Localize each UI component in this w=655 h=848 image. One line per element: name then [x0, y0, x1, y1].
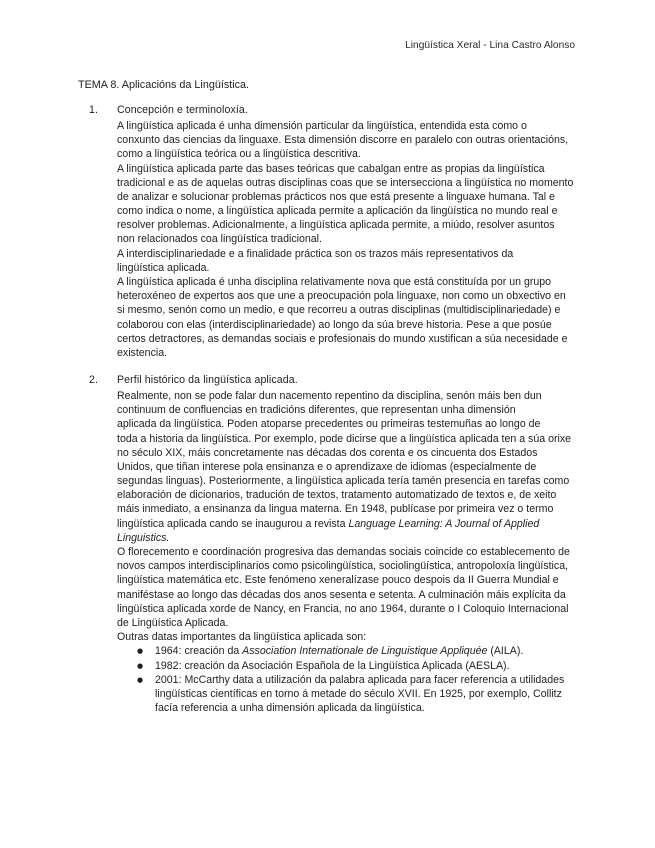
body-line: lingüística aplicada xorde de Nancy, en Francia, no ano 1964, durante o I Coloquio Internacional	[117, 602, 569, 615]
section-number: 1.	[89, 104, 99, 116]
body-line: resolver problemas. Adicionalmente, a lingüística aplicada permite, a miúdo, resolver asuntos	[117, 219, 555, 232]
body-line: novos campos interdisciplinarios como psicolingüística, sociolingüística, antropoloxía lingüística,	[117, 560, 569, 573]
journal-title: Linguistics.	[117, 531, 170, 544]
body-line: existencia.	[117, 346, 168, 359]
list-item	[117, 644, 597, 658]
journal-title: Language Learning: A Journal of Applied	[348, 517, 540, 530]
section-heading-text: Perfil histórico da lingüística aplicada.	[117, 374, 298, 386]
list-item-line: lingüísticas científicas en torno á metade do século XVII. En 1925, por exemplo, Collitz	[155, 687, 562, 700]
section-body	[117, 389, 597, 644]
body-line: aplicada da lingüística. Poden atoparse precedentes ou primeiras testemuñas ao longo de	[117, 418, 541, 431]
body-line: elaboración de dicionarios, tradución de textos, tratamento automatizado de textos e, de xeito	[117, 489, 557, 502]
body-line: lingüística matemática etc. Este fenómeno xeneralízase pouco despois da II Guerra Mundial e	[117, 574, 559, 587]
body-line	[117, 531, 597, 545]
body-line: si mesmo, senón como un medio, e que recorreu a outras disciplinas (multidisciplinariedade) e	[117, 304, 561, 317]
body-line: Unidos, que tiñan interese pola ensinanza e o aprendizaxe de idiomas (especialmente de	[117, 460, 537, 473]
section-heading-text: Concepción e terminoloxía.	[117, 104, 248, 116]
section-perfil-historico	[89, 373, 597, 715]
list-item	[117, 659, 597, 673]
body-line: de analizar e solucionar problemas prácticos nos que está presente a linguaxe humana. Tal e	[117, 190, 555, 203]
body-line: máis inmediato, a ensinanza da lingua materna. En 1948, publícase por primeira vez o termo	[117, 503, 554, 516]
body-line: heteroxéneo de expertos aos que une a preocupación pola linguaxe, non como un obxectivo en	[117, 290, 566, 303]
body-line: de Lingüística Aplicada.	[117, 616, 229, 629]
body-line	[117, 517, 597, 531]
section-heading	[89, 373, 597, 387]
list-item-line: 2001: McCarthy data a utilización da palabra aplicada para facer referencia a utilidades	[155, 673, 565, 686]
organization-name: Association Internationale de Linguistique Appliquée	[242, 645, 488, 658]
body-line: no século XIX, máis concretamente nas décadas dos corenta e os cincuenta dos Estados	[117, 446, 538, 459]
section-heading	[89, 103, 597, 117]
body-line: non relacionados coa lingüística tradicional.	[117, 233, 322, 246]
running-header: Lingüística Xeral - Lina Castro Alonso	[405, 40, 575, 51]
list-item	[117, 673, 597, 716]
list-item-text: 1964: creación da	[155, 645, 243, 658]
section-concepcion	[89, 103, 597, 360]
body-line: A lingüística aplicada é unha dimensión particular da lingüística, entendida esta como o	[117, 119, 527, 132]
list-intro: Outras datas importantes da lingüística aplicada son:	[117, 631, 367, 644]
body-line: como indica o nome, a lingüística aplicada permite a aplicación da lingüística no mundo real e	[117, 205, 558, 218]
body-line: A lingüística aplicada parte das bases teóricas que cabalgan entre as propias da lingüística	[117, 162, 545, 175]
body-line: lingüística aplicada.	[117, 261, 210, 274]
list-item-text: (AILA).	[487, 645, 524, 658]
bullet-icon: ●	[137, 647, 144, 656]
page-title: TEMA 8. Aplicacións da Lingüística.	[78, 79, 250, 91]
body-line: segundas linguas). Posteriormente, a lingüística aplicada tería tamén presencia en tarefas como	[117, 475, 570, 488]
bullet-list	[117, 644, 597, 715]
bullet-icon: ●	[137, 661, 144, 670]
body-text: lingüística aplicada cando se inaugurou a revista	[117, 517, 349, 530]
body-line: colaborou con elas (interdisciplinariedade) ao longo da súa breve historia. Pese a que posúe	[117, 318, 552, 331]
list-item-line: facía referencia a unha dimensión aplicada da lingüística.	[155, 702, 425, 715]
bullet-icon: ●	[137, 675, 144, 684]
body-line: continuum de confluencias en tradicións diferentes, que representan unha dimensión	[117, 404, 516, 417]
section-number: 2.	[89, 374, 99, 386]
body-line: A interdisciplinariedade e a finalidade práctica son os trazos máis representativos da	[117, 247, 514, 260]
list-item-line	[155, 644, 597, 658]
body-line: conxunto das ciencias da linguaxe. Esta dimensión discorre en paralelo con outras orientacións,	[117, 134, 569, 147]
body-line: como a lingüística teórica ou a lingüística descritiva.	[117, 148, 361, 161]
list-item-line: 1982: creación da Asociación Española de la Lingüística Aplicada (AESLA).	[155, 659, 510, 672]
body-line: certos detractores, as demandas sociais e profesionais do mundo xustifican a súa necesidade e	[117, 332, 568, 345]
body-line: toda a historia da lingüística. Por exemplo, pode dicirse que a lingüística aplicada ten a súa orixe	[117, 432, 572, 445]
body-line: tradicional e as de aquelas outras disciplinas coas que se intersecciona a lingüística no momento	[117, 176, 574, 189]
body-line: A lingüística aplicada é unha disciplina relativamente nova que está constituída por un grupo	[117, 276, 552, 289]
body-line: Realmente, non se pode falar dun nacemento repentino da disciplina, senón máis ben dun	[117, 389, 542, 402]
section-body	[117, 119, 597, 360]
body-line: maniféstase ao longo das décadas dos anos sesenta e setenta. A culminación máis explícita da	[117, 588, 566, 601]
body-line: O florecemento e coordinación progresiva das demandas sociais coincide co establecemento de	[117, 546, 570, 559]
